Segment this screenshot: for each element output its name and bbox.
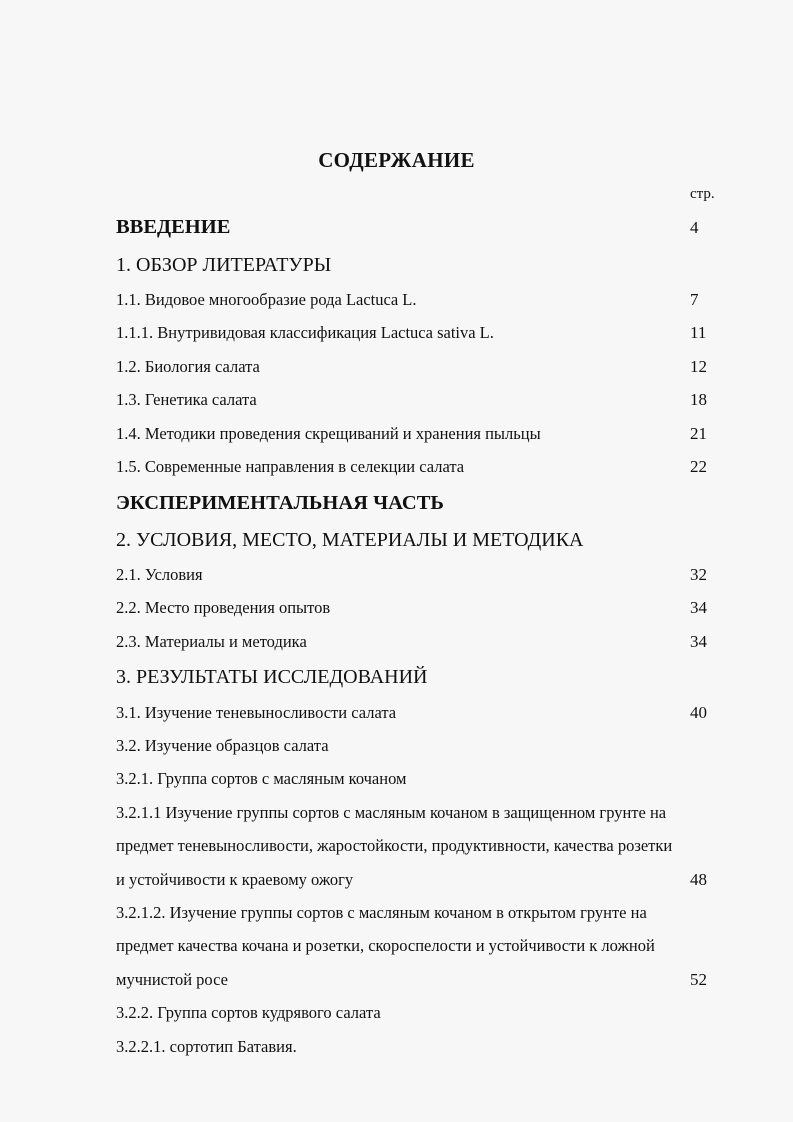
toc-entry-1-5: 1.5. Современные направления в селекции салата [116,457,465,476]
toc-entry-1-3: 1.3. Генетика салата [116,390,257,409]
toc-page-number: 18 [690,390,707,409]
toc-entry-2-1: 2.1. Условия [116,565,203,584]
toc-entry-3-2-1-2: 3.2.1.2. Изучение группы сортов с масляным кочаном в открытом грунте на [116,903,647,922]
toc-page-number: 34 [690,598,707,617]
toc-page-number: 12 [690,357,707,376]
toc-entry-section-2: 2. УСЛОВИЯ, МЕСТО, МАТЕРИАЛЫ И МЕТОДИКА [116,529,584,551]
toc-entry-3-2-1-1-end: и устойчивости к краевому ожогу [116,870,354,889]
toc-page-number: 52 [690,970,707,989]
toc-entry-3-1: 3.1. Изучение теневыносливости салата [116,703,397,722]
toc-page-number: 21 [690,424,707,443]
toc-entry-introduction: ВВЕДЕНИЕ [116,216,231,238]
toc-entry-1-1: 1.1. Видовое многообразие рода Lactuca L. [116,290,417,309]
toc-entry-1-1-1: 1.1.1. Внутривидовая классификация Lactuca sativa L. [116,323,494,342]
toc-entry-experimental: ЭКСПЕРИМЕНТАЛЬНАЯ ЧАСТЬ [116,492,444,514]
toc-entry-2-2: 2.2. Место проведения опытов [116,598,331,617]
toc-page-number: 48 [690,870,707,889]
toc-page-number: 4 [690,218,699,237]
toc-page-number: 11 [690,323,707,342]
toc-title: СОДЕРЖАНИЕ [318,148,475,172]
toc-page-number: 22 [690,457,707,476]
toc-entry-3-2-1-2-end: мучнистой росе [116,970,228,989]
toc-entry-3-2-2-1: 3.2.2.1. сортотип Батавия. [116,1037,297,1056]
toc-entry-3-2-1: 3.2.1. Группа сортов с масляным кочаном [116,769,407,788]
toc-entry-3-2-1-2-cont: предмет качества кочана и розетки, скороспелости и устойчивости к ложной [116,936,655,955]
toc-entry-3-2-1-1-cont: предмет теневыносливости, жаростойкости, продуктивности, качества розетки [116,836,673,855]
toc-page-number: 32 [690,565,707,584]
toc-entry-3-2-1-1: 3.2.1.1 Изучение группы сортов с масляным кочаном в защищенном грунте на [116,803,667,822]
toc-entry-1-2: 1.2. Биология салата [116,357,260,376]
toc-entry-1-4: 1.4. Методики проведения скрещиваний и хранения пыльцы [116,424,541,443]
toc-entry-3-2: 3.2. Изучение образцов салата [116,736,329,755]
toc-entry-section-3: 3. РЕЗУЛЬТАТЫ ИССЛЕДОВАНИЙ [116,666,428,688]
toc-page-number: 40 [690,703,707,722]
toc-entry-section-1: 1. ОБЗОР ЛИТЕРАТУРЫ [116,254,332,276]
toc-entry-2-3: 2.3. Материалы и методика [116,632,307,651]
toc-page-number: 34 [690,632,707,651]
toc-entry-3-2-2: 3.2.2. Группа сортов кудрявого салата [116,1003,381,1022]
page-column-label: стр. [690,186,715,202]
toc-page-number: 7 [690,290,699,309]
